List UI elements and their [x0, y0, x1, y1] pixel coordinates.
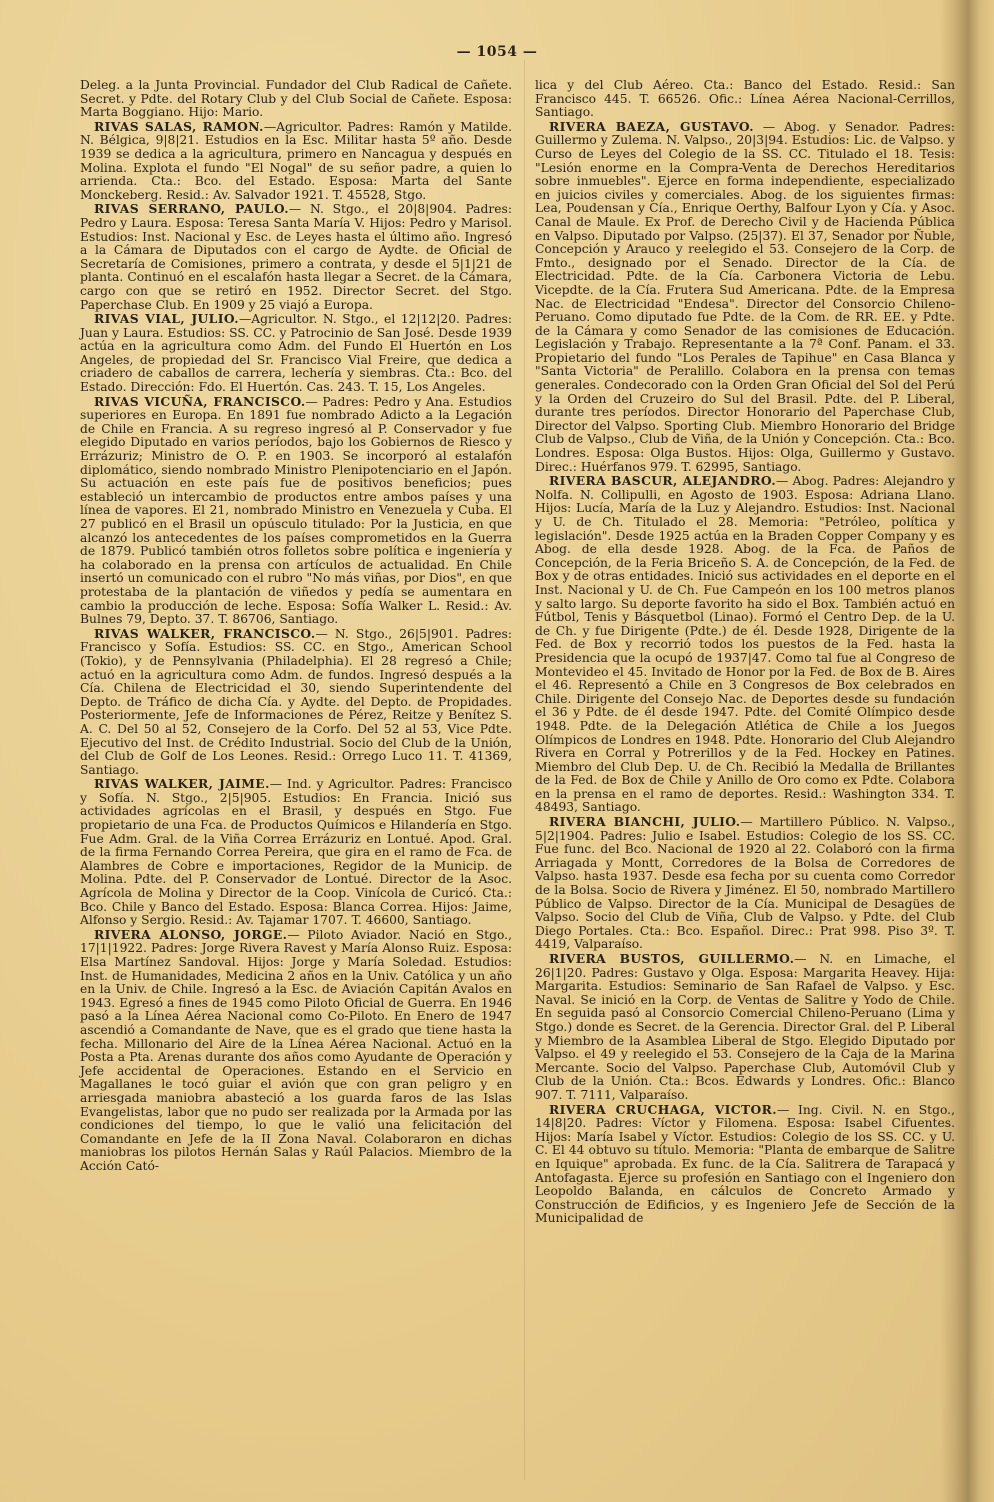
entry-text: — Martillero Público. N. Valpso., 5|2|1904. Padres: Julio e Isabel. Estudios: Colegio de los SS. CC. Fue func. del Bco. Nacional de 1920 al 22. Colaboró con la firma Arriagada y Montt, Corredores de la Bolsa de Corredores de Valpso. hasta 1937. Desde esa fecha por su cuenta como Corredor de la Bolsa. Socio de Rivera y Jiménez. El 50, nombrado Martillero Público de Valpso. Director de la Cía. Municipal de Desagües de Valpso. Socio del Club de Viña, Club de Valpso. y Pdte. del Club Diego Portales. Cta.: Bco. Español. Direc.: Prat 998. Piso 3º. T. 4419, Valparaíso.: [535, 815, 956, 952]
entry-rivera-cruchaga-victor: [535, 1103, 955, 1226]
entry-name: RIVERA CRUCHAGA, VICTOR.: [549, 1101, 777, 1117]
entry-rivas-vial-julio: [80, 312, 512, 395]
entry-rivas-salas-ramon: [80, 120, 512, 203]
entry-rivas-walker-francisco: [80, 627, 512, 778]
entry-text: — Padres: Pedro y Ana. Estudios superiores en Europa. En 1891 fue nombrado Adicto a la Legación de Chile en Francia. A su regreso ingresó al P. Conservador y fue elegido Diputado en varios períodos, bajo los Gobiernos de Riesco y Errázuriz; Ministro de O. P. en 1903. Se incorporó al estalafón diplomático, siendo nombrado Ministro Plenipotenciario en el Japón. Su actuación en este país fue de positivos beneficios; pues estableció un intercambio de productos entre ambos países y una línea de vapores. El 21, nombrado Ministro en Venezuela y Cuba. El 27 publicó en el Brasil un opúsculo titulado: Por la Justicia, en que alcanzó los antecedentes de los países comprometidos en la Guerra de 1879. Publicó también otros folletos sobre política e ingeniería y ha colaborado en la prensa con artículos de actualidad. En Chile insertó un comunicado con el rubro "No más viñas, por Dios", en que protestaba de la plantación de viñedos y pedía se aumentara en cambio la producción de leche. Esposa: Sofía Walker L. Resid.: Av. Bulnes 79, Depto. 37. T. 86706, Santiago.: [80, 394, 512, 627]
entry-text: — N. en Limache, el 26|1|20. Padres: Gustavo y Olga. Esposa: Margarita Heavey. Hija: Margarita. Estudios: Seminario de San Rafael de Valpso. y Esc. Naval. Se inició en la Corp. de Ventas de Salitre y Yodo de Chile. En seguida pasó al Consorcio Comercial Chileno-Peruano (Lima y Stgo.) donde es Secret. de la Gerencia. Director Gral. del P. Liberal y Miembro de la Asamblea Liberal de Stgo. Elegido Diputado por Valpso. el 49 y reelegido el 53. Consejero de la Caja de la Marina Mercante. Socio del Valpso. Paperchase Club, Automóvil Club y Club de la Unión. Cta.: Bcos. Edwards y Londres. Ofic.: Blanco 907. T. 7111, Valparaíso.: [535, 952, 955, 1102]
entry-rivas-vicuna-francisco: [80, 395, 512, 627]
entry-name: RIVERA BASCUR, ALEJANDRO.: [549, 473, 777, 489]
entry-continuation: [535, 79, 955, 120]
entry-rivera-alonso-jorge: [80, 928, 512, 1174]
entry-text: — N. Stgo., el 20|8|904. Padres: Pedro y Laura. Esposa: Teresa Santa María V. Hijos: Pedro y Marisol. Estudios: Inst. Nacional y Esc. de Leyes hasta el último año. Ingresó a la Cámara de Diputados con el cargo de Aydte. de Oficial de Secretaría de Comisiones, primero a contrata, y desde el 5|1|21 de planta. Continuó en el escalafón hasta llegar a Secret. de la Cámara, cargo con que se retiró en 1952. Director Secret. del Stgo. Paperchase Club. En 1909 y 25 viajó a Europa.: [80, 202, 512, 312]
entry-name: RIVAS WALKER, FRANCISCO.: [94, 625, 316, 641]
entry-name: RIVERA ALONSO, JORGE.: [94, 926, 288, 942]
entry-text: —Agricultor. Padres: Ramón y Matilde. N. Bélgica, 9|8|21. Estudios en la Esc. Militar hasta 5º año. Desde 1939 se dedica a la agricultura, primero en Nancagua y después en Molina. Explota el fundo "El Nogal" de su señor padre, a quien lo arrienda. Cta.: Bco. del Estado. Esposa: Marta del Sante Monckeberg. Resid.: Av. Salvador 1921. T. 45528, Stgo.: [80, 119, 512, 202]
entry-rivas-walker-jaime: [80, 777, 512, 928]
left-column: [80, 79, 512, 1174]
entry-text: — N. Stgo., 26|5|901. Padres: Francisco y Sofía. Estudios: SS. CC. en Stgo., American School (Tokio), y de Pennsylvania (Philadelphia). El 28 regresó a Chile; actuó en la agricultura como Adm. de fundos. Ingresó después a la Cía. Chilena de Electricidad el 30, siendo Superintendente del Depto. de Tráfico de dicha Cía. y Aydte. del Depto. de Propidades. Posteriormente, Jefe de Informaciones de Pérez, Reitze y Benítez S. A. C. Del 50 al 52, Consejero de la Corfo. Del 52 al 53, Vice Pdte. Ejecutivo del Inst. de Crédito Industrial. Socio del Club de la Unión, del Club de Golf de Los Leones. Resid.: Orrego Luco 11. T. 41369, Santiago.: [80, 626, 513, 777]
entry-rivera-baeza-gustavo: [535, 120, 955, 474]
entry-name: RIVAS SALAS, RAMON.: [94, 118, 264, 134]
entry-rivera-bianchi-julio: [535, 815, 955, 952]
entry-name: RIVERA BIANCHI, JULIO.: [549, 814, 741, 830]
entry-name: RIVERA BUSTOS, GUILLERMO.: [549, 951, 795, 966]
entry-text: lica y del Club Aéreo. Cta.: Banco del Estado. Resid.: San Francisco 445. T. 66526. Ofic.: Línea Aérea Nacional-Cerrillos, Santiago.: [535, 78, 955, 120]
column-divider: [524, 60, 525, 1480]
page-number: — 1054 —: [456, 44, 538, 60]
entry-rivera-bascur-alejandro: [535, 474, 955, 815]
entry-name: RIVAS VICUÑA, FRANCISCO.: [94, 393, 306, 409]
entry-name: RIVAS WALKER, JAIME.: [94, 776, 270, 792]
entry-text: — Abog. y Senador. Padres: Guillermo y Zulema. N. Valpso., 20|3|94. Estudios: Lic. de Valpso. y Curso de Leyes del Colegio de la SS. CC. Titulado el 18. Tesis: "Lesión enorme en la Compra-Venta de Derechos Hereditarios sobre inmuebles". Ejerce en forma independiente, especializado en juicios civiles y comerciales. Abog. de los siguientes firmas: Lea, Poudensan y Cía., Enrique Oerthy, Balfour Lyon y Cía. y Asoc. Canal de Maule. Ex Prof. de Derecho Civil y de Hacienda Pública en Valpso. Diputado por Valpso. (25|37). El 37, Senador por Ñuble, Concepción y Arauco y reelegido el 53. Consejero de la Corp. de Fmto., designado por el Senado. Director de la Cía. de Electricidad. Pdte. de la Cía. Carbonera Victoria de Lebu. Vicepdte. de la Cía. Frutera Sud Americana. Pdte. de la Empresa Nac. de Electricidad "Endesa". Director del Consorcio Chileno-Peruano. Como diputado fue Pdte. de la Com. de RR. EE. y Pdte. de la Cámara y como Senador de las comisiones de Educación. Legislación y Trabajo. Representante a la 7ª Conf. Panam. el 33. Propietario del fundo "Los Perales de Tapihue" en Casa Blanca y "Santa Victoria" de Peralillo. Colabora en la prensa con temas generales. Condecorado con la Orden Gran Oficial del Sol del Perú y la Orden del Cruzeiro do Sul del Brasil. Pdte. del P. Liberal, durante tres períodos. Director Honorario del Paperchase Club, Director del Valpso. Sporting Club. Miembro Honorario del Bridge Club de Valpso., Club de Viña, de la Unión y Concepción. Cta.: Bco. Londres. Esposa: Olga Bustos. Hijos: Olga, Guillermo y Gustavo. Direc.: Huérfanos 979. T. 62995, Santiago.: [535, 119, 955, 474]
entry-name: RIVERA BAEZA, GUSTAVO.: [549, 118, 754, 134]
entry-text: — Abog. Padres: Alejandro y Nolfa. N. Collipulli, en Agosto de 1903. Esposa: Adriana Llano. Hijos: Lucía, María de la Luz y Alejandro. Estudios: Inst. Nacional y U. de Ch. Titulado el 28. Memoria: "Petróleo, política y legislación". Desde 1925 actúa en la Braden Copper Company y es Abog. de ella desde 1928. Abog. de la Fca. de Paños de Concepción, de la Feria Briceño S. A. de Concepción, de la Fed. de Box y de otras entidades. Inició sus actividades en el deporte en el Inst. Nacional y U. de Ch. Fue Campeón en los 100 metros planos y salto largo. Su deporte favorito ha sido el Box. También actuó en Fútbol, Tenis y Básquetbol (Linao). Formó el Centro Dep. de la U. de Ch. y fue Dirigente (Pdte.) de él. Desde 1928, Dirigente de la Fed. de Box y recorrió todos los puestos de la Fed. hasta la Presidencia que la ocupó de 1937|47. Como tal fue al Congreso de Montevideo el 45. Invitado de Honor por la Fed. de Box de B. Aires el 46. Representó a Chile en 3 Congresos de Box celebrados en Chile. Dirigente del Consejo Nac. de Deportes desde su fundación el 36 y Pdte. de él desde 1947. Pdte. del Comité Olímpico desde 1948. Pdte. de la Delegación Atlética de Chile a los Juegos Olímpicos de Londres en 1948. Pdte. Honorario del Club Alejandro Rivera en Corral y Potrerillos y de la Fed. Hockey en Patines. Miembro del Club Dep. U. de Ch. Recibió la Medalla de Brillantes de la Fed. de Box de Chile y Anillo de Oro como ex Pdte. Colabora en la prensa en el ramo de deportes. Resid.: Washington 334. T. 48493, Santiago.: [535, 474, 955, 815]
entry-name: RIVAS SERRANO, PAULO.: [94, 201, 289, 217]
entry-text: Deleg. a la Junta Provincial. Fundador del Club Radical de Cañete. Secret. y Pdte. del Rotary Club y del Club Social de Cañete. Esposa: Marta Boggiano. Hijo: Mario.: [80, 78, 512, 120]
entry-name: RIVAS VIAL, JULIO.: [94, 311, 239, 327]
entry-text: —Agricultor. N. Stgo., el 12|12|20. Padres: Juan y Laura. Estudios: SS. CC. y Patrocinio de San José. Desde 1939 actúa en la agricultura como Adm. del Fundo El Huertón en Los Angeles, de propiedad del Sr. Francisco Vial Freire, que dedica a criadero de caballos de carrera, lechería y siembras. Cta.: Bco. del Estado. Dirección: Fdo. El Huertón. Cas. 243. T. 15, Los Angeles.: [80, 312, 513, 395]
entry-rivera-bustos-guillermo: [535, 952, 955, 1103]
entry-rivas-serrano-paulo: [80, 202, 512, 312]
entry-continuation: [80, 79, 512, 120]
entry-text: — Ind. y Agricultor. Padres: Francisco y Sofía. N. Stgo., 2|5|905. Estudios: En Francia. Inició sus actividades agrícolas en el Brasil, y después en Stgo. Fue propietario de una Fca. de Productos Químicos e Hilandería en Stgo. Fue Adm. Gral. de la Viña Correa Errázuriz en Lontué. Apod. Gral. de la firma Fernando Correa Pereira, que gira en el ramo de Fca. de Alambres de Cobre e importaciones, Regidor de la Municip. de Molina. Pdte. del P. Conservador de Lontué. Director de la Asoc. Agrícola de Molina y Director de la Coop. Vinícola de Curicó. Cta.: Bco. Chile y Banco del Estado. Esposa: Blanca Correa. Hijos: Jaime, Alfonso y Sergio. Resid.: Av. Tajamar 1707. T. 46600, Santiago.: [80, 777, 512, 928]
entry-text: — Ing. Civil. N. en Stgo., 14|8|20. Padres: Víctor y Filomena. Esposa: Isabel Cifuentes. Hijos: María Isabel y Víctor. Estudios: Colegio de los SS. CC. y U. C. El 44 obtuvo su título. Memoria: "Planta de embarque de Salitre en Iquique" aprobada. Ex func. de la Cía. Salitrera de Tarapacá y Antofagasta. Ejerce su profesión en Santiago con el Ingeniero don Leopoldo Balanda, en cálculos de Concreto Armado y Construcción de Edificios, y es Ingeniero Jefe de Sección de la Municipalidad de: [535, 1102, 955, 1226]
right-column: [535, 79, 955, 1226]
entry-text: — Piloto Aviador. Nació en Stgo., 17|1|1922. Padres: Jorge Rivera Ravest y María Alonso Ruiz. Esposa: Elsa Martínez Sandoval. Hijos: Jorge y María Soledad. Estudios: Inst. de Humanidades, Medicina 2 años en la Univ. Católica y un año en la Univ. de Chile. Ingresó a la Esc. de Aviación Capitán Avalos en 1943. Egresó a fines de 1945 como Piloto Oficial de Guerra. En 1946 pasó a la Línea Aérea Nacional como Co-Piloto. En Enero de 1947 ascendió a Comandante de Nave, que es el grado que tiene hasta la fecha. Millonario del Aire de la Línea Aérea Nacional. Actuó en la Posta a Pta. Arenas durante dos años como Ayudante de Operación y Jefe accidental de Operaciones. Estando en el Servicio en Magallanes le tocó guiar el avión que con gran peligro y en arriesgada maniobra abasteció a los guarda faros de las Islas Evangelistas, labor que no pudo ser realizada por la Armada por las condiciones del tiempo, lo que le valió una felicitación del Comandante en Jefe de la II Zona Naval. Colaboraron en dichas maniobras los pilotos Hernán Salas y Raúl Palacios. Miembro de la Acción Cató-: [80, 927, 512, 1173]
